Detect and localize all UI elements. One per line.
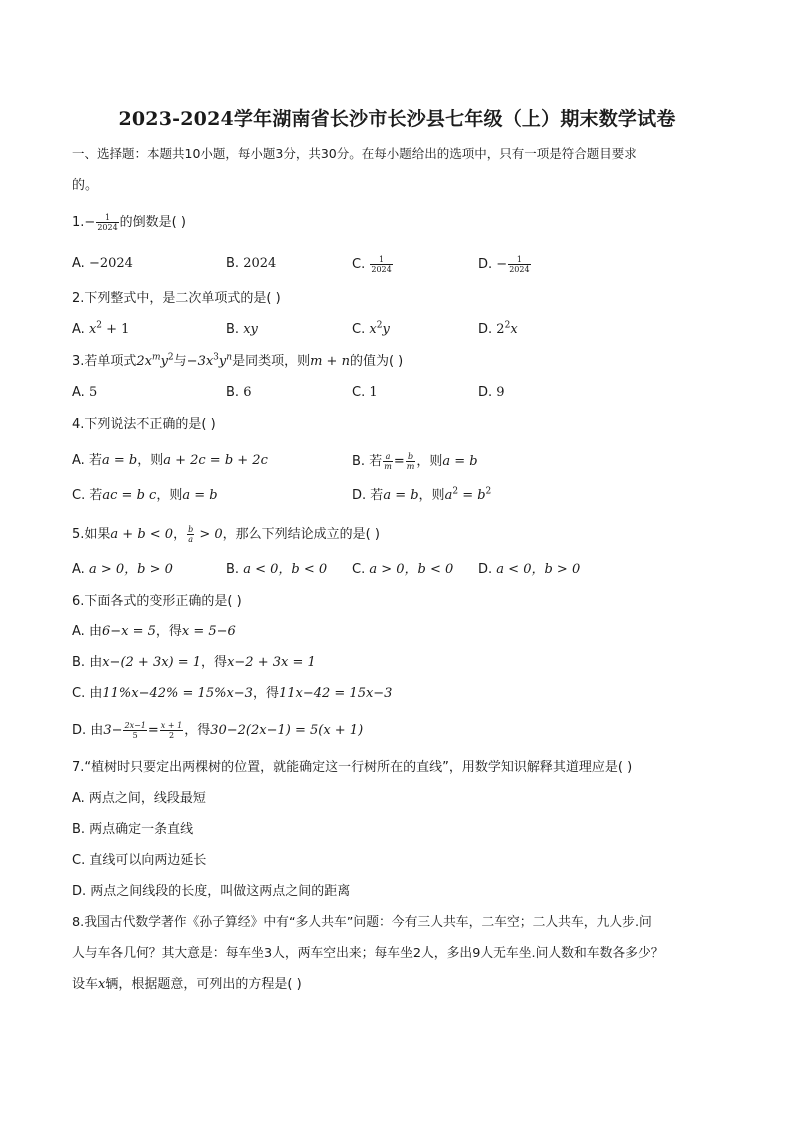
question-8: 8.我国古代数学著作《孙子算经》中有“多人共车”问题：今有三人共车，二车空；二人共车，九人步.问 — [72, 915, 652, 930]
q4-option-d[interactable]: D. 若a = b，则$a^2 = b^2$ — [352, 486, 492, 503]
q7-option-d[interactable]: D. 两点之间线段的长度，叫做这两点之间的距离 — [72, 884, 351, 899]
q4-option-c[interactable]: C. 若ac = b c，则a = b — [72, 488, 218, 503]
q3-option-b[interactable]: B. 6 — [226, 385, 252, 400]
q5-option-c[interactable]: C. a > 0，b < 0 — [352, 562, 454, 577]
q5-option-d[interactable]: D. a < 0，b > 0 — [478, 562, 581, 577]
q6-option-d[interactable]: D. 由3− $\frac{2x-1}{5}$ = $\frac{x + 1}{2}$ ，得30−2(2x−1) = 5(x + 1) — [72, 721, 364, 740]
question-4: 4.下列说法不正确的是( ) — [72, 417, 216, 432]
q4-option-b[interactable]: B. 若 $\frac{a}{m}$ = $\frac{b}{m}$ ，则a = b — [352, 452, 478, 471]
q1-option-d[interactable]: D. − $\frac{1}{2024}$ — [478, 255, 530, 274]
question-6: 6.下面各式的变形正确的是( ) — [72, 594, 242, 609]
q2-option-d[interactable]: D. $2^2x$ — [478, 320, 518, 337]
section-heading-cont: 的。 — [72, 178, 99, 193]
question-8-cont2: 设车x辆，根据题意，可列出的方程是( ) — [72, 977, 302, 992]
q5-option-b[interactable]: B. a < 0，b < 0 — [226, 562, 328, 577]
question-8-cont: 人与车各几何？其大意是：每车坐3人，两车空出来；每车坐2人，多出9人无车坐.问人数和车数各多少？ — [72, 946, 664, 961]
q6-option-b[interactable]: B. 由x−(2 + 3x) = 1，得x−2 + 3x = 1 — [72, 655, 316, 670]
q6-option-a[interactable]: A. 由6−x = 5，得x = 5−6 — [72, 624, 236, 639]
q2-option-b[interactable]: B. xy — [226, 322, 258, 337]
section-heading: 一、选择题：本题共10小题，每小题3分，共30分。在每小题给出的选项中，只有一项是符合题目要求 — [72, 146, 637, 161]
q3-option-c[interactable]: C. 1 — [352, 385, 378, 400]
q5-option-a[interactable]: A. a > 0，b > 0 — [72, 562, 173, 577]
q1-option-a[interactable]: A. −2024 — [72, 256, 133, 271]
q2-option-c[interactable]: C. $x^2y$ — [352, 320, 390, 337]
q1-option-c[interactable]: C. $\frac{1}{2024}$ — [352, 255, 392, 274]
q6-option-c[interactable]: C. 由11%x−42% = 15%x−3，得11x−42 = 15x−3 — [72, 686, 393, 701]
question-3: 3.若单项式$2x^my^2$与$-3x^3y^n$是同类项，则m + n的值为( ) — [72, 352, 404, 369]
q1-option-b[interactable]: B. 2024 — [226, 256, 277, 271]
q7-option-b[interactable]: B. 两点确定一条直线 — [72, 822, 194, 837]
question-2: 2.下列整式中，是二次单项式的是( ) — [72, 291, 281, 306]
question-1: 1.− $\frac{1}{2024}$ 的倒数是( ) — [72, 213, 186, 232]
q2-option-a[interactable]: A. $x^2 + 1$ — [72, 320, 130, 337]
q7-option-c[interactable]: C. 直线可以向两边延长 — [72, 853, 207, 868]
fraction: $\frac{1}{2024}$ — [97, 213, 118, 232]
question-5: 5.如果a + b < 0， $\frac{b}{a}$ > 0，那么下列结论成立的是( ) — [72, 525, 380, 544]
q7-option-a[interactable]: A. 两点之间，线段最短 — [72, 791, 206, 806]
q3-option-a[interactable]: A. 5 — [72, 385, 98, 400]
q4-option-a[interactable]: A. 若a = b，则a + 2c = b + 2c — [72, 453, 268, 468]
q3-option-d[interactable]: D. 9 — [478, 385, 505, 400]
page-title: 2023-2024学年湖南省长沙市长沙县七年级（上）期末数学试卷 — [118, 108, 676, 130]
question-7: 7.“植树时只要定出两棵树的位置，就能确定这一行树所在的直线”，用数学知识解释其道理应是( ) — [72, 760, 633, 775]
